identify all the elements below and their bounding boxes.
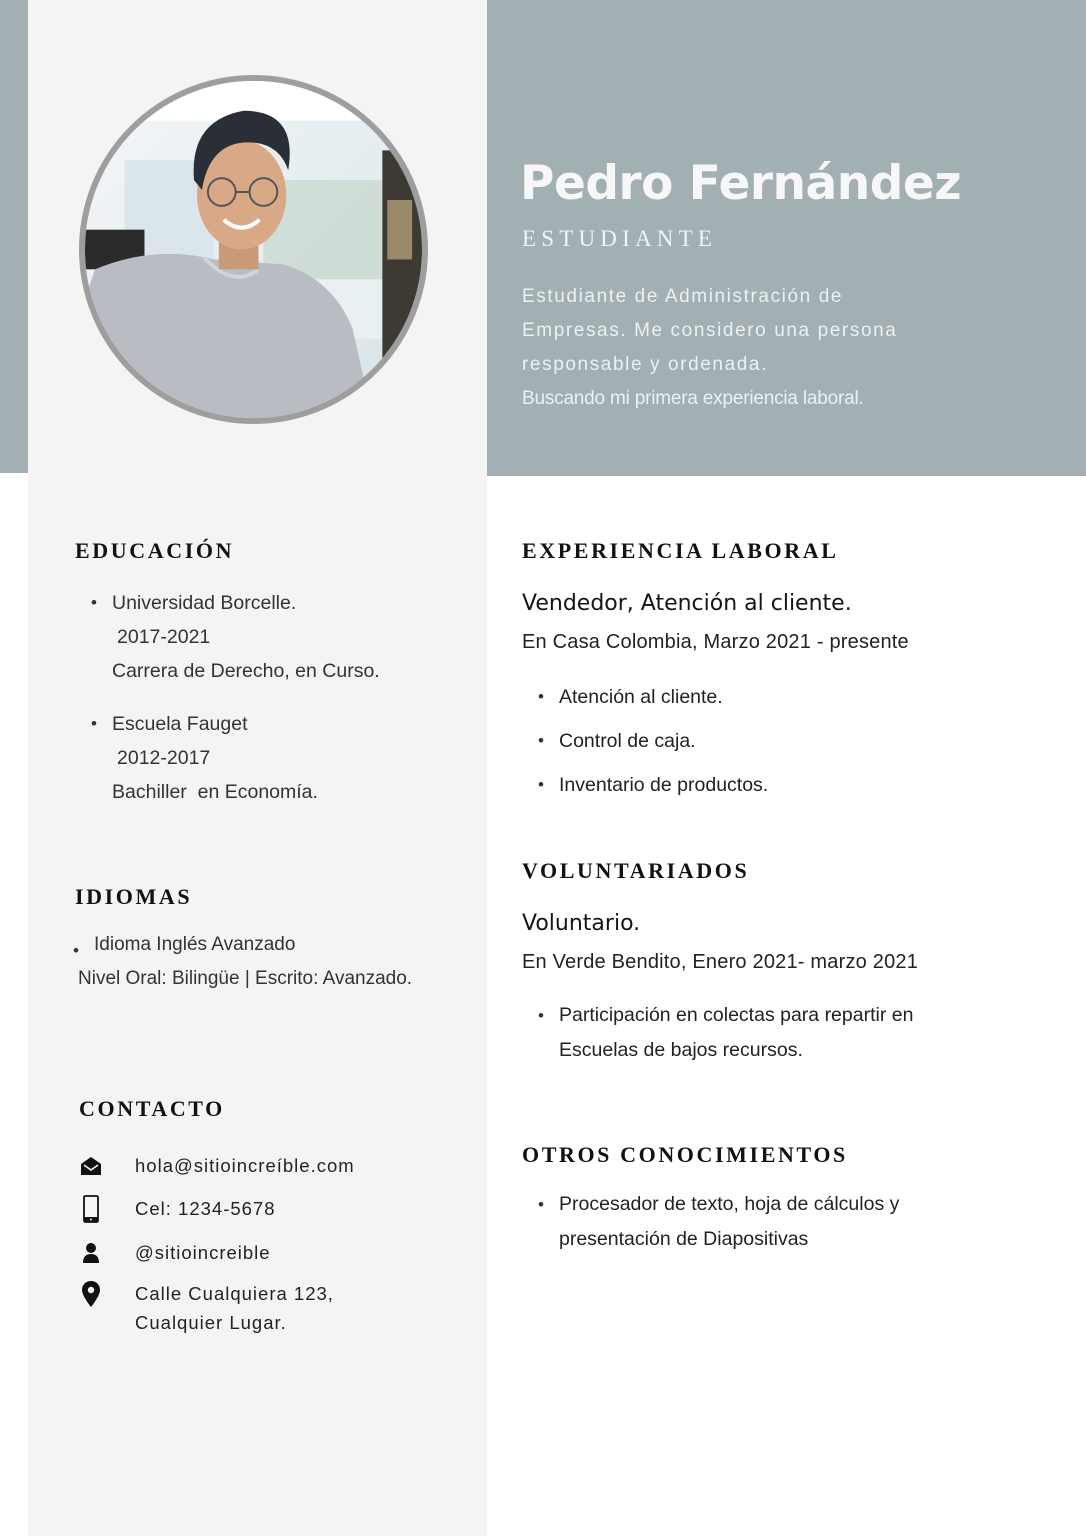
contact-email-text[interactable]: hola@sitioincreíble.com [135, 1155, 355, 1176]
user-icon [79, 1238, 103, 1268]
experience-job-title: Vendedor, Atención al cliente. [522, 591, 852, 616]
candidate-role: ESTUDIANTE [522, 226, 718, 251]
volunteer-title: Voluntario. [522, 911, 641, 936]
map-pin-icon [79, 1279, 103, 1309]
contact-social-text[interactable]: @sitioincreible [135, 1242, 271, 1263]
skills-bullet-line: • Procesador de texto, hoja de cálculos y [559, 1187, 899, 1222]
experience-bullet: • Atención al cliente. [559, 675, 768, 719]
contact-social[interactable] [79, 1238, 459, 1268]
contact-address [79, 1279, 459, 1339]
section-title-languages: IDIOMAS [75, 884, 193, 909]
education-item [112, 586, 380, 688]
contact-phone-text[interactable]: Cel: 1234-5678 [135, 1198, 276, 1219]
education-years: 2012-2017 [117, 747, 211, 769]
skills-bullets [559, 1187, 899, 1257]
education-institution: • Universidad Borcelle. [112, 586, 380, 620]
contact-phone[interactable] [79, 1194, 459, 1224]
experience-bullets [559, 675, 768, 807]
section-title-skills: OTROS CONOCIMIENTOS [522, 1142, 848, 1167]
section-title-experience: EXPERIENCIA LABORAL [522, 538, 839, 563]
education-years: 2017-2021 [117, 626, 211, 648]
accent-strip-left [0, 0, 28, 473]
section-title-education: EDUCACIÓN [75, 538, 235, 563]
experience-bullet: • Control de caja. [559, 719, 768, 763]
profile-photo-illustration [85, 81, 422, 418]
skills-bullet-line: presentación de Diapositivas [559, 1228, 809, 1250]
volunteer-bullet-line: • Participación en colectas para repartir en [559, 998, 913, 1033]
volunteer-subtitle: En Verde Bendito, Enero 2021- marzo 2021 [522, 951, 919, 973]
section-title-volunteer: VOLUNTARIADOS [522, 858, 750, 883]
profile-photo [79, 75, 428, 424]
candidate-name: Pedro Fernández [520, 156, 962, 211]
language-item [94, 928, 295, 962]
profile-summary [522, 280, 992, 416]
language-name: • Idioma Inglés Avanzado [94, 934, 295, 955]
summary-line: Empresas. Me considero una persona [522, 320, 898, 341]
contact-address-line2: Cualquier Lugar. [135, 1312, 287, 1333]
education-item [112, 707, 318, 809]
envelope-open-icon [79, 1151, 103, 1181]
experience-job-subtitle: En Casa Colombia, Marzo 2021 - presente [522, 631, 909, 653]
contact-email[interactable] [79, 1151, 459, 1181]
language-level: Nivel Oral: Bilingüe | Escrito: Avanzado. [78, 968, 413, 989]
volunteer-bullet-line: Escuelas de bajos recursos. [559, 1039, 803, 1061]
experience-bullet: • Inventario de productos. [559, 763, 768, 807]
education-detail: Carrera de Derecho, en Curso. [112, 660, 380, 682]
summary-line: responsable y ordenada. [522, 354, 768, 375]
education-detail: Bachiller en Economía. [112, 781, 318, 803]
mobile-phone-icon [79, 1194, 103, 1224]
contact-address-line1: Calle Cualquiera 123, [135, 1283, 334, 1304]
education-institution: • Escuela Fauget [112, 707, 318, 741]
summary-line: Estudiante de Administración de [522, 286, 844, 307]
summary-line: Buscando mi primera experiencia laboral. [522, 388, 864, 409]
volunteer-bullets [559, 998, 913, 1068]
section-title-contact: CONTACTO [79, 1096, 225, 1121]
